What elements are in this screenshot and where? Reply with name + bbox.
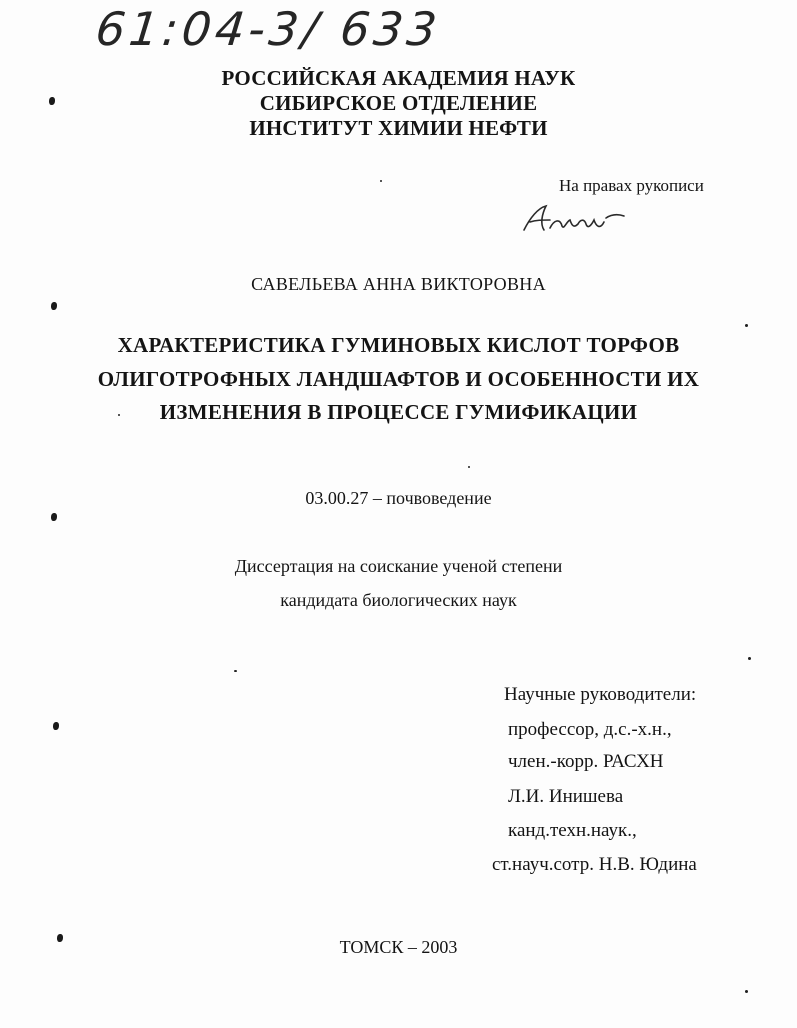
scan-speck (748, 657, 751, 660)
author-name: САВЕЛЬЕВА АННА ВИКТОРОВНА (251, 274, 546, 294)
binding-hole-mark (51, 302, 57, 310)
manuscript-rights-note: На правах рукописи (559, 176, 704, 195)
handwritten-archive-number: 61:04-3/ 633 (93, 2, 444, 56)
institution-institute: ИНСТИТУТ ХИМИИ НЕФТИ (249, 116, 548, 140)
author-signature (520, 200, 630, 240)
binding-hole-mark (51, 513, 57, 521)
dissertation-title-line-1: ХАРАКТЕРИСТИКА ГУМИНОВЫХ КИСЛОТ ТОРФОВ (117, 333, 680, 357)
scan-speck (745, 324, 748, 327)
scan-speck (380, 180, 382, 182)
scan-speck (745, 990, 748, 993)
supervisors-heading: Научные руководители: (504, 684, 697, 705)
supervisor-1-title: член.-корр. РАСХН (508, 751, 664, 772)
scan-speck (118, 414, 120, 416)
specialty-code: 03.00.27 – почвоведение (305, 488, 492, 508)
institution-academy: РОССИЙСКАЯ АКАДЕМИЯ НАУК (221, 66, 576, 90)
degree-line-1: Диссертация на соискание ученой степени (234, 556, 563, 576)
scan-speck (468, 466, 470, 468)
dissertation-title-line-3: ИЗМЕНЕНИЯ В ПРОЦЕССЕ ГУМИФИКАЦИИ (159, 400, 638, 424)
binding-hole-mark (49, 97, 55, 105)
scan-speck (234, 670, 237, 672)
supervisor-1-name: Л.И. Инишева (508, 786, 624, 807)
supervisor-2-name: ст.науч.сотр. Н.В. Юдина (492, 854, 697, 875)
dissertation-title-line-2: ОЛИГОТРОФНЫХ ЛАНДШАФТОВ И ОСОБЕННОСТИ ИХ (97, 367, 700, 391)
degree-line-2: кандидата биологических наук (280, 590, 517, 610)
binding-hole-mark (53, 722, 59, 730)
supervisor-2-degree: канд.техн.наук., (508, 820, 637, 841)
supervisor-1-position: профессор, д.с.-х.н., (508, 719, 672, 740)
binding-hole-mark (57, 934, 63, 942)
institution-branch: СИБИРСКОЕ ОТДЕЛЕНИЕ (259, 91, 538, 115)
city-year: ТОМСК – 2003 (339, 937, 458, 957)
